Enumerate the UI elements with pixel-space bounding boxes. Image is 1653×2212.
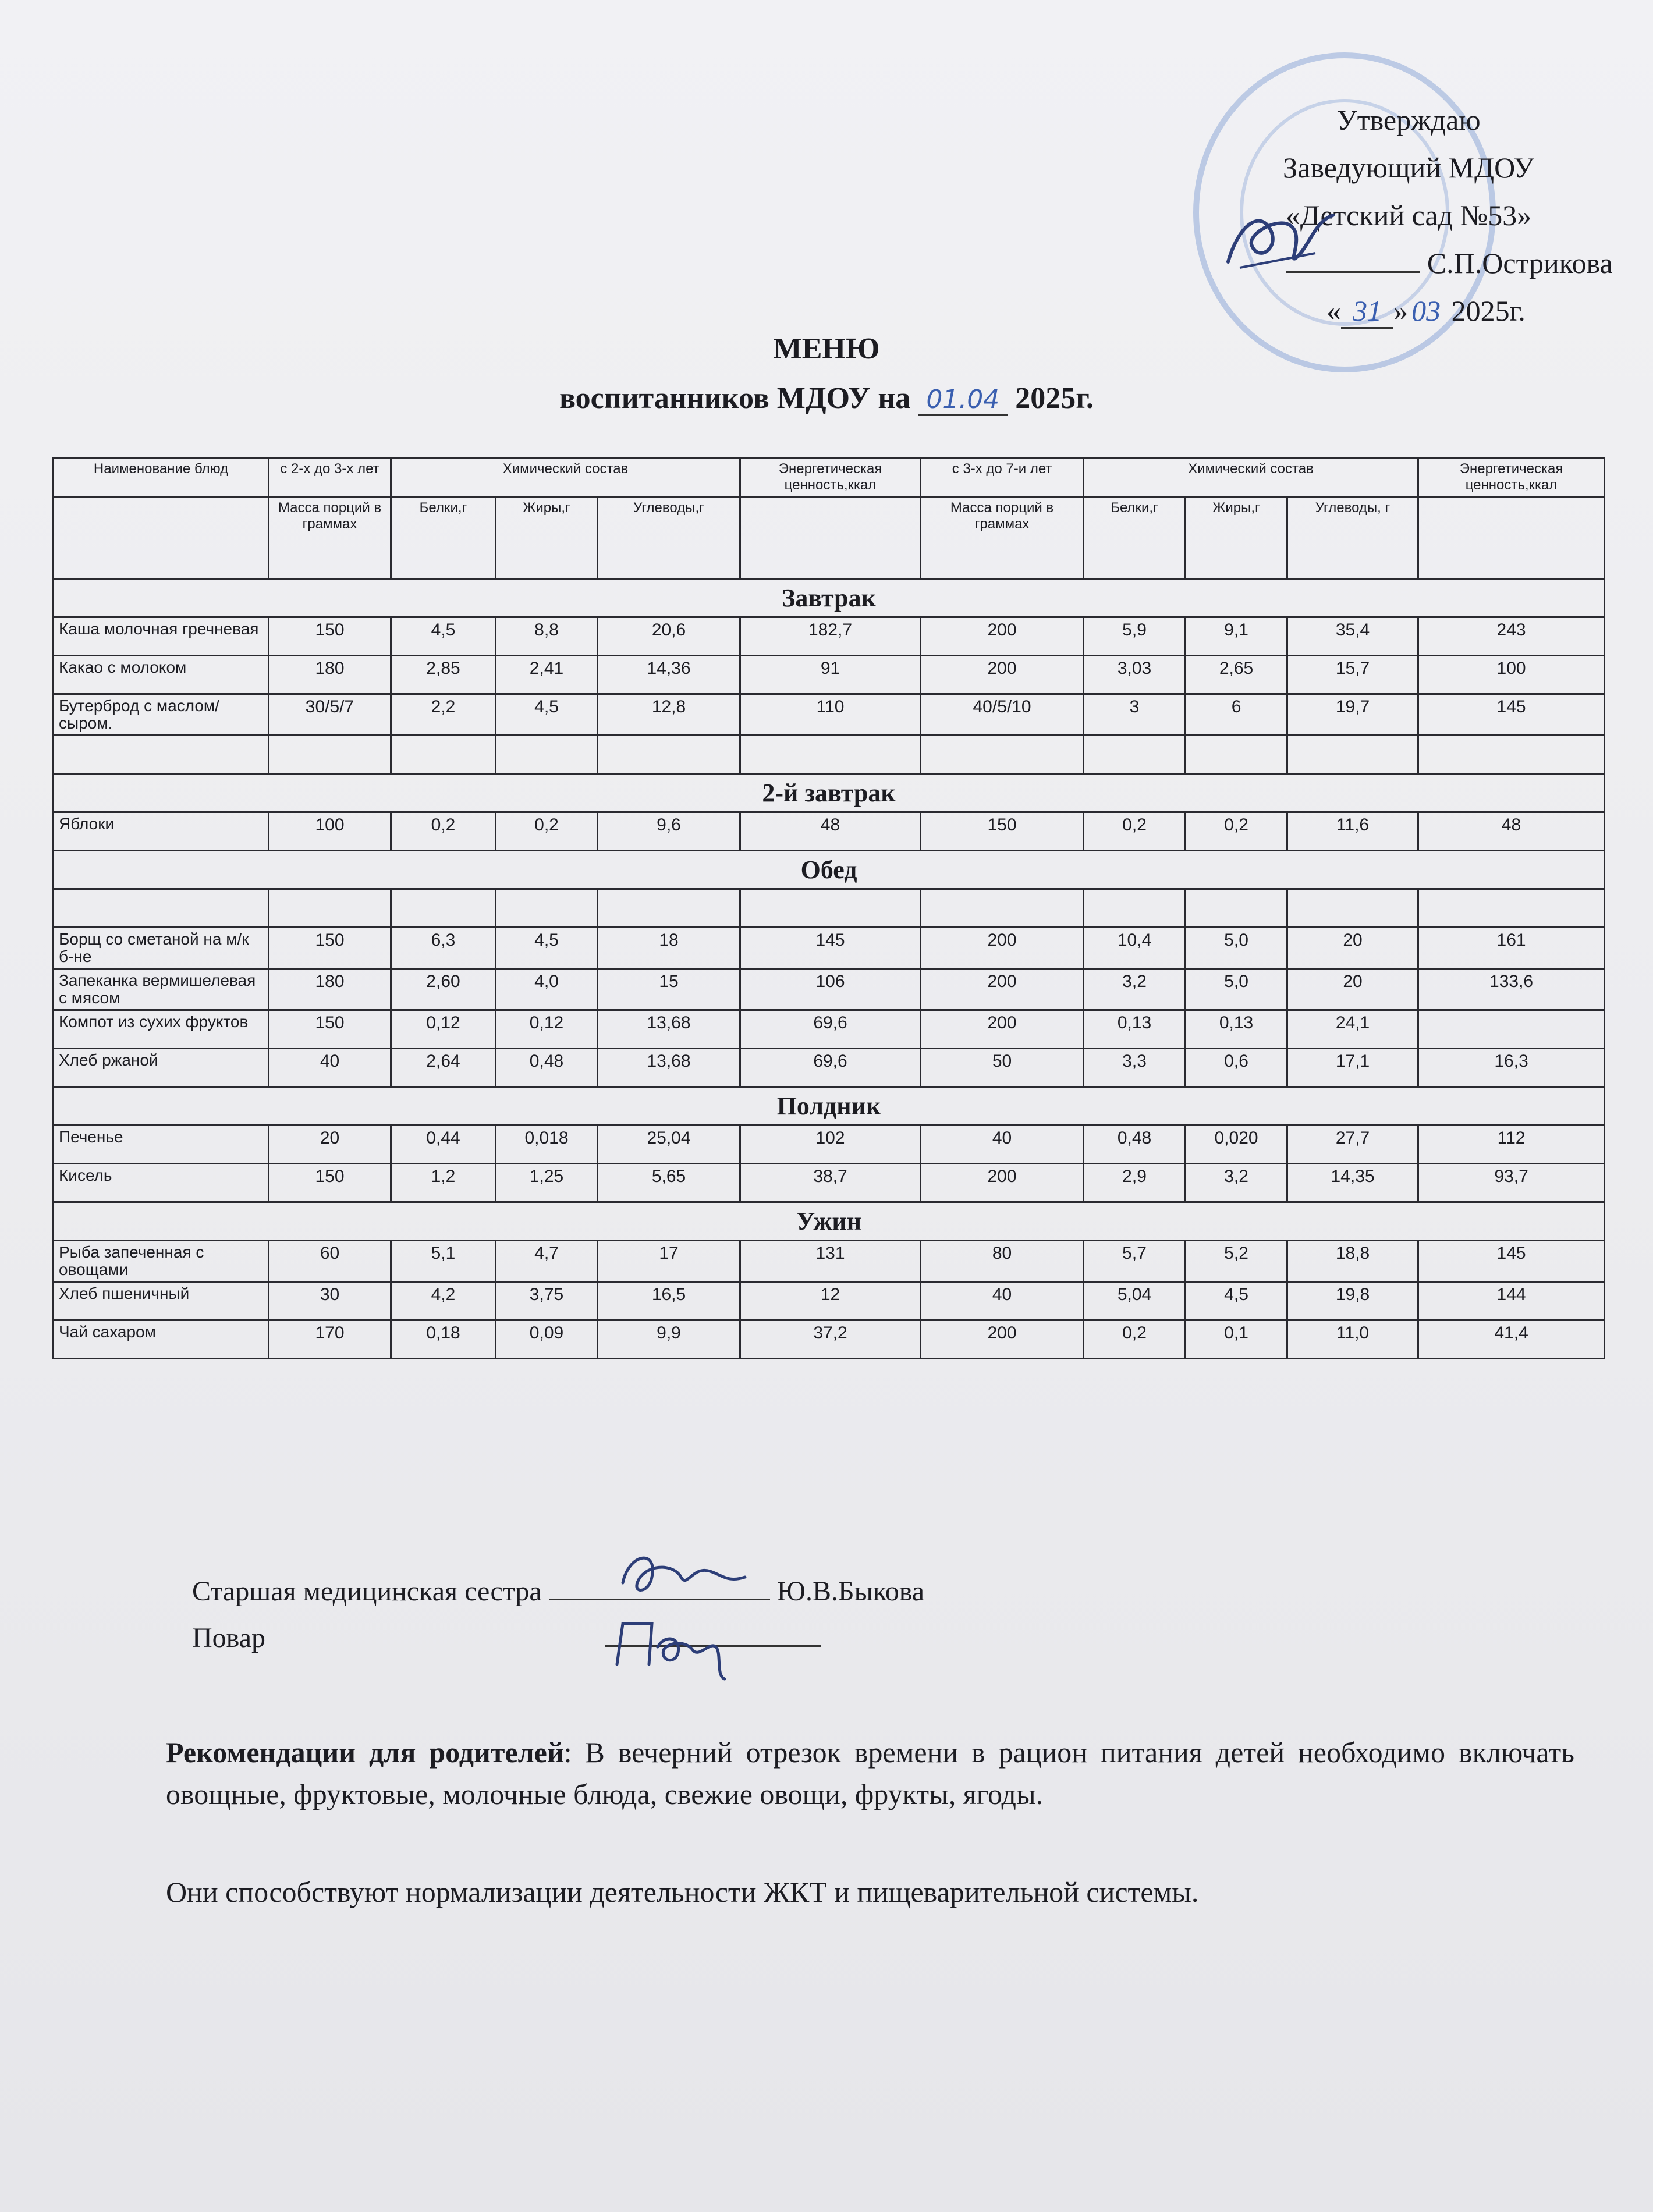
value-cell [1418, 736, 1605, 774]
value-cell: 182,7 [740, 617, 921, 656]
value-cell: 200 [921, 969, 1084, 1010]
value-cell: 102 [740, 1125, 921, 1164]
value-cell [1287, 736, 1418, 774]
value-cell: 69,6 [740, 1049, 921, 1087]
value-cell [391, 889, 496, 928]
table-row [54, 736, 1605, 774]
nurse-signature [605, 1542, 757, 1612]
header-protein-1: Белки,г [391, 497, 496, 579]
value-cell: 30 [269, 1282, 391, 1320]
dish-name-cell: Каша молочная гречневая [54, 617, 269, 656]
section-title: 2-й завтрак [54, 774, 1605, 812]
header-mass-2: Масса порций в граммах [921, 497, 1084, 579]
value-cell: 38,7 [740, 1164, 921, 1202]
menu-table-wrapper [52, 457, 1604, 1359]
value-cell [1287, 889, 1418, 928]
value-cell: 2,65 [1186, 656, 1287, 694]
nurse-signature-line [192, 1568, 924, 1615]
section-title: Полдник [54, 1087, 1605, 1125]
header-protein-2: Белки,г [1084, 497, 1186, 579]
value-cell: 2,41 [496, 656, 598, 694]
header-empty-1 [54, 497, 269, 579]
table-row [54, 812, 1605, 851]
dish-name-cell: Кисель [54, 1164, 269, 1202]
value-cell: 50 [921, 1049, 1084, 1087]
value-cell: 161 [1418, 928, 1605, 969]
approval-line-2: Заведующий МДОУ [1283, 151, 1534, 184]
table-row [54, 694, 1605, 736]
value-cell: 30/5/7 [269, 694, 391, 736]
value-cell: 3,3 [1084, 1049, 1186, 1087]
value-cell: 150 [269, 1164, 391, 1202]
dish-name-cell: Какао с молоком [54, 656, 269, 694]
value-cell: 3,2 [1084, 969, 1186, 1010]
value-cell: 40/5/10 [921, 694, 1084, 736]
value-cell: 9,9 [598, 1320, 740, 1359]
dish-name-cell: Печенье [54, 1125, 269, 1164]
value-cell: 133,6 [1418, 969, 1605, 1010]
header-row-1 [54, 458, 1605, 497]
value-cell: 24,1 [1287, 1010, 1418, 1049]
director-name: С.П.Острикова [1427, 247, 1613, 279]
approval-line-1: Утверждаю [1336, 104, 1481, 136]
value-cell: 48 [1418, 812, 1605, 851]
value-cell: 4,5 [391, 617, 496, 656]
table-row [54, 1320, 1605, 1359]
value-cell: 9,1 [1186, 617, 1287, 656]
value-cell: 200 [921, 1164, 1084, 1202]
value-cell: 200 [921, 1010, 1084, 1049]
value-cell [598, 736, 740, 774]
section-row [54, 774, 1605, 812]
value-cell: 100 [269, 812, 391, 851]
header-fat-2: Жиры,г [1186, 497, 1287, 579]
dish-name-cell: Запеканка вермишелевая с мясом [54, 969, 269, 1010]
section-row [54, 1087, 1605, 1125]
value-cell: 0,13 [1084, 1010, 1186, 1049]
value-cell: 243 [1418, 617, 1605, 656]
dish-name-cell: Хлеб ржаной [54, 1049, 269, 1087]
value-cell [1084, 736, 1186, 774]
value-cell: 9,6 [598, 812, 740, 851]
header-empty-2 [740, 497, 921, 579]
header-empty-3 [1418, 497, 1605, 579]
dish-name-cell: Яблоки [54, 812, 269, 851]
value-cell: 14,36 [598, 656, 740, 694]
value-cell: 11,6 [1287, 812, 1418, 851]
value-cell: 2,60 [391, 969, 496, 1010]
value-cell: 12 [740, 1282, 921, 1320]
value-cell: 10,4 [1084, 928, 1186, 969]
table-row [54, 656, 1605, 694]
value-cell: 110 [740, 694, 921, 736]
value-cell: 145 [1418, 1241, 1605, 1282]
table-row [54, 889, 1605, 928]
value-cell: 3,75 [496, 1282, 598, 1320]
dish-name-cell: Компот из сухих фруктов [54, 1010, 269, 1049]
value-cell [921, 889, 1084, 928]
value-cell: 12,8 [598, 694, 740, 736]
value-cell: 0,48 [1084, 1125, 1186, 1164]
value-cell: 0,2 [1084, 1320, 1186, 1359]
value-cell: 180 [269, 969, 391, 1010]
value-cell: 11,0 [1287, 1320, 1418, 1359]
section-title: Обед [54, 851, 1605, 889]
header-energy-2: Энергетическая ценность,ккал [1418, 458, 1605, 497]
value-cell: 150 [269, 617, 391, 656]
table-row [54, 1282, 1605, 1320]
approval-date: « 31 » 03 2025г. [1199, 287, 1618, 335]
header-age-3-7: с 3-х до 7-и лет [921, 458, 1084, 497]
value-cell: 27,7 [1287, 1125, 1418, 1164]
value-cell: 20,6 [598, 617, 740, 656]
value-cell: 0,44 [391, 1125, 496, 1164]
menu-table-body [54, 579, 1605, 1359]
value-cell: 5,2 [1186, 1241, 1287, 1282]
value-cell: 15 [598, 969, 740, 1010]
value-cell: 13,68 [598, 1010, 740, 1049]
header-energy-1: Энергетическая ценность,ккал [740, 458, 921, 497]
value-cell: 2,2 [391, 694, 496, 736]
value-cell [496, 889, 598, 928]
value-cell [1186, 889, 1287, 928]
value-cell: 200 [921, 617, 1084, 656]
value-cell: 0,48 [496, 1049, 598, 1087]
value-cell: 112 [1418, 1125, 1605, 1164]
value-cell: 18 [598, 928, 740, 969]
value-cell: 150 [921, 812, 1084, 851]
value-cell: 0,09 [496, 1320, 598, 1359]
value-cell: 0,018 [496, 1125, 598, 1164]
value-cell: 0,6 [1186, 1049, 1287, 1087]
value-cell: 4,5 [496, 928, 598, 969]
page-subtitle: воспитанников МДОУ на 01.04 2025г. [559, 382, 1094, 415]
value-cell: 4,2 [391, 1282, 496, 1320]
section-title: Ужин [54, 1202, 1605, 1241]
value-cell: 145 [740, 928, 921, 969]
value-cell: 37,2 [740, 1320, 921, 1359]
value-cell [1084, 889, 1186, 928]
value-cell: 0,1 [1186, 1320, 1287, 1359]
value-cell: 40 [269, 1049, 391, 1087]
value-cell [1186, 736, 1287, 774]
value-cell: 3,2 [1186, 1164, 1287, 1202]
table-row [54, 1164, 1605, 1202]
value-cell: 0,13 [1186, 1010, 1287, 1049]
header-dish: Наименование блюд [54, 458, 269, 497]
value-cell: 1,25 [496, 1164, 598, 1202]
table-row [54, 1010, 1605, 1049]
value-cell: 3,03 [1084, 656, 1186, 694]
dish-name-cell: Борщ со сметаной на м/к б-не [54, 928, 269, 969]
value-cell: 5,04 [1084, 1282, 1186, 1320]
value-cell: 1,2 [391, 1164, 496, 1202]
value-cell: 6 [1186, 694, 1287, 736]
value-cell: 100 [1418, 656, 1605, 694]
header-carbs-2: Углеводы, г [1287, 497, 1418, 579]
value-cell: 35,4 [1287, 617, 1418, 656]
table-row [54, 1241, 1605, 1282]
dish-name-cell: Рыба запеченная с овощами [54, 1241, 269, 1282]
value-cell [1418, 1010, 1605, 1049]
value-cell: 17 [598, 1241, 740, 1282]
value-cell [740, 889, 921, 928]
section-row [54, 579, 1605, 617]
nurse-label: Старшая медицинская сестра [192, 1576, 542, 1607]
value-cell: 19,8 [1287, 1282, 1418, 1320]
value-cell: 150 [269, 928, 391, 969]
value-cell: 19,7 [1287, 694, 1418, 736]
dish-name-cell: Бутерброд с маслом/сыром. [54, 694, 269, 736]
value-cell: 69,6 [740, 1010, 921, 1049]
value-cell: 93,7 [1418, 1164, 1605, 1202]
value-cell: 200 [921, 1320, 1084, 1359]
value-cell [269, 736, 391, 774]
value-cell: 40 [921, 1125, 1084, 1164]
value-cell: 15,7 [1287, 656, 1418, 694]
section-row [54, 1202, 1605, 1241]
value-cell: 5,65 [598, 1164, 740, 1202]
value-cell: 2,9 [1084, 1164, 1186, 1202]
value-cell: 16,5 [598, 1282, 740, 1320]
value-cell: 145 [1418, 694, 1605, 736]
menu-table [52, 457, 1605, 1359]
value-cell: 0,2 [1186, 812, 1287, 851]
value-cell: 4,7 [496, 1241, 598, 1282]
value-cell [496, 736, 598, 774]
table-row [54, 617, 1605, 656]
value-cell: 2,85 [391, 656, 496, 694]
table-row [54, 928, 1605, 969]
value-cell: 17,1 [1287, 1049, 1418, 1087]
nurse-name: Ю.В.Быкова [776, 1576, 925, 1607]
approval-day: 31 [1341, 294, 1393, 329]
table-row [54, 1049, 1605, 1087]
value-cell: 18,8 [1287, 1241, 1418, 1282]
value-cell: 91 [740, 656, 921, 694]
value-cell: 0,12 [496, 1010, 598, 1049]
value-cell: 131 [740, 1241, 921, 1282]
approval-year: 2025г. [1451, 294, 1526, 327]
value-cell: 5,0 [1186, 969, 1287, 1010]
director-signature [1216, 198, 1356, 279]
header-mass-1: Масса порций в граммах [269, 497, 391, 579]
value-cell [1418, 889, 1605, 928]
value-cell [269, 889, 391, 928]
header-carbs-1: Углеводы,г [598, 497, 740, 579]
cook-signature-line [192, 1615, 924, 1661]
header-age-2-3: с 2-х до 3-х лет [269, 458, 391, 497]
dish-name-cell: Хлеб пшеничный [54, 1282, 269, 1320]
header-fat-1: Жиры,г [496, 497, 598, 579]
value-cell: 60 [269, 1241, 391, 1282]
value-cell: 0,12 [391, 1010, 496, 1049]
recommendation-paragraph [166, 1731, 1574, 1815]
value-cell: 0,2 [391, 812, 496, 851]
value-cell [921, 736, 1084, 774]
recommendation-label: Рекомендации для родителей [166, 1736, 564, 1769]
menu-date-handwritten: 01.04 [918, 385, 1008, 416]
value-cell: 6,3 [391, 928, 496, 969]
value-cell: 200 [921, 928, 1084, 969]
value-cell [740, 736, 921, 774]
value-cell: 13,68 [598, 1049, 740, 1087]
value-cell: 5,0 [1186, 928, 1287, 969]
cook-signature [600, 1606, 739, 1688]
value-cell: 170 [269, 1320, 391, 1359]
value-cell: 0,2 [1084, 812, 1186, 851]
value-cell: 106 [740, 969, 921, 1010]
value-cell: 48 [740, 812, 921, 851]
value-cell: 5,9 [1084, 617, 1186, 656]
header-row-2 [54, 497, 1605, 579]
value-cell: 40 [921, 1282, 1084, 1320]
value-cell: 20 [1287, 969, 1418, 1010]
value-cell: 0,020 [1186, 1125, 1287, 1164]
value-cell: 4,0 [496, 969, 598, 1010]
value-cell [391, 736, 496, 774]
cook-label: Повар [192, 1622, 265, 1653]
page-title: МЕНЮ [773, 332, 880, 365]
value-cell: 180 [269, 656, 391, 694]
signatures-block [192, 1568, 924, 1661]
value-cell: 20 [1287, 928, 1418, 969]
value-cell: 4,5 [1186, 1282, 1287, 1320]
value-cell: 25,04 [598, 1125, 740, 1164]
value-cell: 8,8 [496, 617, 598, 656]
section-title: Завтрак [54, 579, 1605, 617]
value-cell [598, 889, 740, 928]
dish-name-cell: Чай сахаром [54, 1320, 269, 1359]
value-cell: 144 [1418, 1282, 1605, 1320]
section-row [54, 851, 1605, 889]
value-cell: 0,2 [496, 812, 598, 851]
table-row [54, 1125, 1605, 1164]
value-cell: 41,4 [1418, 1320, 1605, 1359]
table-row [54, 969, 1605, 1010]
value-cell: 16,3 [1418, 1049, 1605, 1087]
value-cell: 0,18 [391, 1320, 496, 1359]
value-cell: 3 [1084, 694, 1186, 736]
value-cell: 150 [269, 1010, 391, 1049]
value-cell: 5,1 [391, 1241, 496, 1282]
value-cell: 200 [921, 656, 1084, 694]
dish-name-cell [54, 736, 269, 774]
approval-line-3: «Детский сад №53» [1285, 199, 1532, 232]
recommendation-text: : В вечерний отрезок времени в рацион питания детей необходимо включать овощные, фруктовые, молочные блюда, свежие овощи, фрукты, ягоды. [166, 1736, 1574, 1810]
value-cell: 20 [269, 1125, 391, 1164]
value-cell: 2,64 [391, 1049, 496, 1087]
value-cell: 5,7 [1084, 1241, 1186, 1282]
value-cell: 4,5 [496, 694, 598, 736]
recommendation-paragraph-2: Они способствуют нормализации деятельности ЖКТ и пищеварительной системы. [166, 1876, 1199, 1908]
value-cell: 80 [921, 1241, 1084, 1282]
header-chem-2: Химический состав [1084, 458, 1418, 497]
header-chem-1: Химический состав [391, 458, 740, 497]
dish-name-cell [54, 889, 269, 928]
value-cell: 14,35 [1287, 1164, 1418, 1202]
approval-month: 03 [1411, 294, 1441, 327]
